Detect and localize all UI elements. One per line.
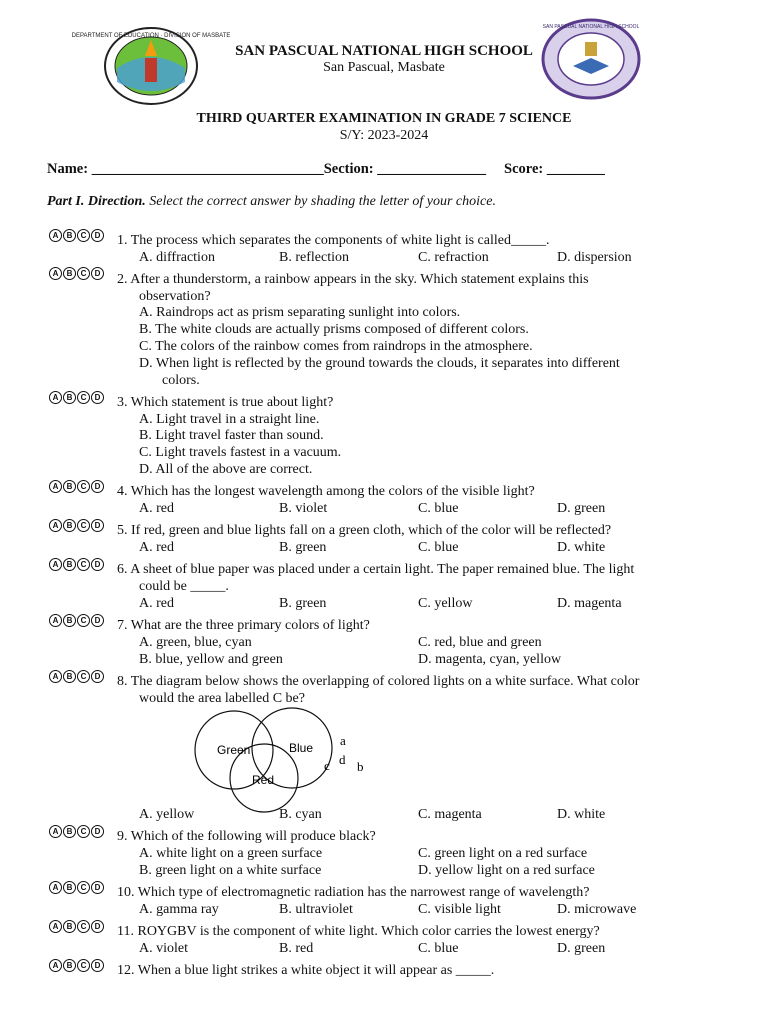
bubble-d[interactable]: D: [91, 558, 104, 571]
q6-option-a: A. red: [139, 596, 174, 611]
answer-bubbles-q1[interactable]: [49, 229, 104, 242]
q10-option-a: A. gamma ray: [139, 902, 219, 917]
bubble-d[interactable]: D: [91, 825, 104, 838]
q8-option-d: D. white: [557, 807, 606, 822]
q7-option-c: C. red, blue and green: [418, 635, 542, 650]
q1-option-d: D. dispersion: [557, 250, 632, 265]
venn-label-blue: Blue: [289, 741, 314, 755]
q5-option-a: A. red: [139, 540, 174, 555]
question-6: 6. A sheet of blue paper was placed under a certain light. The paper remained blue. The light: [117, 562, 635, 577]
bubble-b[interactable]: B: [63, 825, 76, 838]
direction-text: Select the correct answer by shading the letter of your choice.: [145, 194, 496, 209]
bubble-b[interactable]: B: [63, 920, 76, 933]
venn-letter-c: c: [324, 758, 330, 773]
question-12: 12. When a blue light strikes a white object it will appear as _____.: [117, 963, 495, 978]
answer-bubbles-q6[interactable]: [49, 558, 104, 571]
q1-option-a: A. diffraction: [139, 250, 215, 265]
q5-option-c: C. blue: [418, 540, 459, 555]
q8-option-b: B. cyan: [279, 807, 322, 822]
bubble-a[interactable]: A: [49, 920, 62, 933]
question-1: 1. The process which separates the components of white light is called_____.: [117, 233, 550, 248]
direction-label: Part I. Direction.: [47, 194, 146, 209]
q2-option-b: B. The white clouds are actually prisms composed of different colors.: [139, 322, 529, 337]
direction-line: [47, 194, 496, 210]
bubble-c[interactable]: C: [77, 391, 90, 404]
bubble-b[interactable]: B: [63, 881, 76, 894]
q2-option-a: A. Raindrops act as prism separating sunlight into colors.: [139, 305, 461, 320]
school-year: S/Y: 2023-2024: [339, 128, 429, 143]
bubble-a[interactable]: A: [49, 391, 62, 404]
bubble-b[interactable]: B: [63, 670, 76, 683]
answer-bubbles-q5[interactable]: [49, 519, 104, 532]
bubble-a[interactable]: A: [49, 229, 62, 242]
q6-option-b: B. green: [279, 596, 327, 611]
bubble-a[interactable]: A: [49, 614, 62, 627]
answer-bubbles-q2[interactable]: [49, 267, 104, 280]
q3-option-b: B. Light travel faster than sound.: [139, 428, 324, 443]
answer-bubbles-q11[interactable]: [49, 920, 104, 933]
q7-option-a: A. green, blue, cyan: [139, 635, 252, 650]
q4-option-b: B. violet: [279, 501, 328, 516]
exam-title: THIRD QUARTER EXAMINATION IN GRADE 7 SCIENCE: [196, 111, 572, 126]
deped-logo-text: DEPARTMENT OF EDUCATION · DIVISION OF MASBATE: [71, 33, 231, 39]
bubble-a[interactable]: A: [49, 558, 62, 571]
q4-option-c: C. blue: [418, 501, 459, 516]
question-3: 3. Which statement is true about light?: [117, 395, 334, 410]
school-address: San Pascual, Masbate: [323, 60, 445, 75]
bubble-d[interactable]: D: [91, 959, 104, 972]
question-11: 11. ROYGBV is the component of white light. Which color carries the lowest energy?: [117, 924, 600, 939]
bubble-d[interactable]: D: [91, 614, 104, 627]
bubble-b[interactable]: B: [63, 267, 76, 280]
question-6-continued: could be _____.: [139, 579, 229, 594]
q5-option-b: B. green: [279, 540, 327, 555]
q5-option-d: D. white: [557, 540, 606, 555]
q10-option-c: C. visible light: [418, 902, 501, 917]
q6-option-c: C. yellow: [418, 596, 473, 611]
q11-option-d: D. green: [557, 941, 606, 956]
bubble-c[interactable]: C: [77, 881, 90, 894]
bubble-d[interactable]: D: [91, 229, 104, 242]
q1-option-c: C. refraction: [418, 250, 489, 265]
q11-option-b: B. red: [279, 941, 314, 956]
bubble-b[interactable]: B: [63, 391, 76, 404]
venn-label-green: Green: [217, 743, 251, 757]
q1-option-b: B. reflection: [279, 250, 349, 265]
answer-bubbles-q4[interactable]: [49, 480, 104, 493]
bubble-c[interactable]: C: [77, 614, 90, 627]
q10-option-b: B. ultraviolet: [279, 902, 353, 917]
bubble-d[interactable]: D: [91, 881, 104, 894]
q11-option-a: A. violet: [139, 941, 188, 956]
question-2-continued: observation?: [139, 289, 211, 304]
bubble-d[interactable]: D: [91, 670, 104, 683]
question-5: 5. If red, green and blue lights fall on a green cloth, which of the color will be reflected?: [117, 523, 612, 538]
bubble-a[interactable]: A: [49, 480, 62, 493]
bubble-b[interactable]: B: [63, 614, 76, 627]
answer-bubbles-q9[interactable]: [49, 825, 104, 838]
q9-option-d: D. yellow light on a red surface: [418, 863, 595, 878]
q2-option-c: C. The colors of the rainbow comes from raindrops in the atmosphere.: [139, 339, 533, 354]
question-10: 10. Which type of electromagnetic radiation has the narrowest range of wavelength?: [117, 885, 590, 900]
question-7: 7. What are the three primary colors of light?: [117, 618, 370, 633]
bubble-a[interactable]: A: [49, 519, 62, 532]
section-field-label: Section: _______________: [323, 161, 487, 177]
q7-option-b: B. blue, yellow and green: [139, 652, 283, 667]
question-2: 2. After a thunderstorm, a rainbow appears in the sky. Which statement explains this: [117, 272, 589, 287]
bubble-a[interactable]: A: [49, 881, 62, 894]
q6-option-d: D. magenta: [557, 596, 622, 611]
bubble-c[interactable]: C: [77, 519, 90, 532]
school-seal-text: SAN PASCUAL NATIONAL HIGH SCHOOL: [542, 24, 640, 30]
answer-bubbles-q3[interactable]: [49, 391, 104, 404]
bubble-d[interactable]: D: [91, 267, 104, 280]
bubble-b[interactable]: B: [63, 229, 76, 242]
q3-option-a: A. Light travel in a straight line.: [139, 412, 320, 427]
bubble-d[interactable]: D: [91, 480, 104, 493]
q7-option-d: D. magenta, cyan, yellow: [418, 652, 562, 667]
question-8: 8. The diagram below shows the overlapping of colored lights on a white surface. What color: [117, 674, 640, 689]
bubble-d[interactable]: D: [91, 391, 104, 404]
q8-option-c: C. magenta: [418, 807, 482, 822]
q3-option-c: C. Light travels fastest in a vacuum.: [139, 445, 342, 460]
bubble-c[interactable]: C: [77, 267, 90, 280]
q4-option-a: A. red: [139, 501, 174, 516]
bubble-b[interactable]: B: [63, 959, 76, 972]
score-field-label: Score: ________: [504, 161, 605, 177]
bubble-c[interactable]: C: [77, 229, 90, 242]
bubble-b[interactable]: B: [63, 519, 76, 532]
question-9: 9. Which of the following will produce black?: [117, 829, 376, 844]
answer-bubbles-q12[interactable]: [49, 959, 104, 972]
bubble-d[interactable]: D: [91, 920, 104, 933]
bubble-a[interactable]: A: [49, 959, 62, 972]
school-name: SAN PASCUAL NATIONAL HIGH SCHOOL: [235, 43, 533, 59]
answer-bubbles-q10[interactable]: [49, 881, 104, 894]
q9-option-b: B. green light on a white surface: [139, 863, 322, 878]
name-field-label: Name: ________________________________: [47, 161, 324, 177]
q2-option-d: D. When light is reflected by the ground towards the clouds, it separates into different: [139, 356, 620, 371]
venn-label-red: Red: [252, 773, 275, 787]
bubble-a[interactable]: A: [49, 670, 62, 683]
bubble-c[interactable]: C: [77, 920, 90, 933]
q11-option-c: C. blue: [418, 941, 459, 956]
color-venn-diagram: [190, 716, 380, 810]
answer-bubbles-q8[interactable]: [49, 670, 104, 683]
venn-letter-b: b: [357, 759, 364, 774]
bubble-b[interactable]: B: [63, 558, 76, 571]
question-4: 4. Which has the longest wavelength among the colors of the visible light?: [117, 484, 535, 499]
bubble-b[interactable]: B: [63, 480, 76, 493]
bubble-a[interactable]: A: [49, 825, 62, 838]
bubble-c[interactable]: C: [77, 480, 90, 493]
q10-option-d: D. microwave: [557, 902, 637, 917]
bubble-a[interactable]: A: [49, 267, 62, 280]
q4-option-d: D. green: [557, 501, 606, 516]
q2-option-d-continued: colors.: [162, 373, 200, 388]
q3-option-d: D. All of the above are correct.: [139, 462, 313, 477]
student-info-line: [47, 161, 605, 178]
venn-letter-a: a: [340, 733, 346, 748]
q9-option-a: A. white light on a green surface: [139, 846, 323, 861]
bubble-c[interactable]: C: [77, 959, 90, 972]
bubble-c[interactable]: C: [77, 670, 90, 683]
q8-option-a: A. yellow: [139, 807, 195, 822]
answer-bubbles-q7[interactable]: [49, 614, 104, 627]
bubble-c[interactable]: C: [77, 825, 90, 838]
venn-letter-d: d: [339, 752, 346, 767]
bubble-d[interactable]: D: [91, 519, 104, 532]
bubble-c[interactable]: C: [77, 558, 90, 571]
q9-option-c: C. green light on a red surface: [418, 846, 588, 861]
question-8-continued: would the area labelled C be?: [139, 691, 305, 706]
